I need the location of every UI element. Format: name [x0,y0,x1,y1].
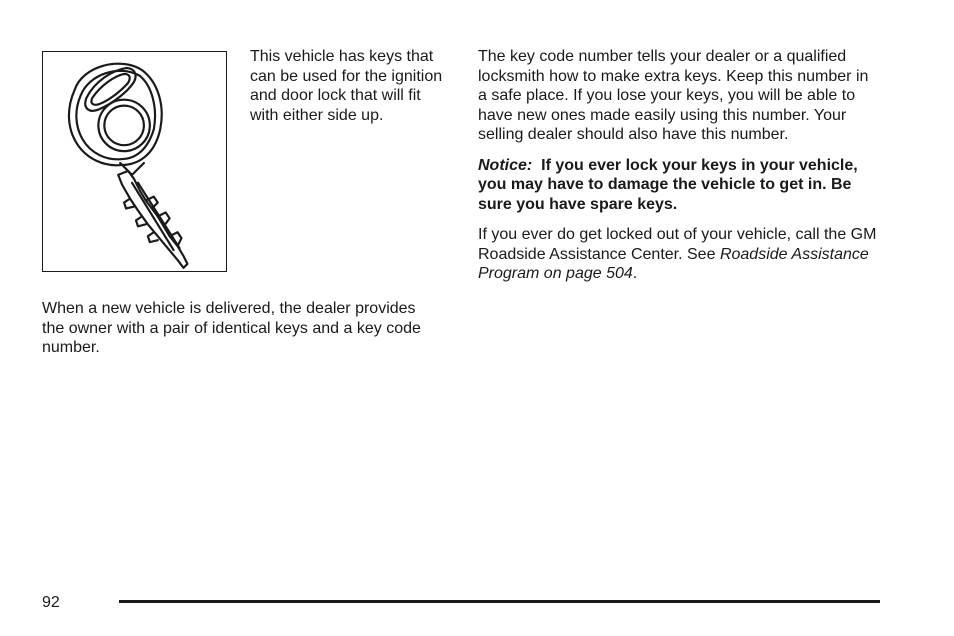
notice-text: If you ever lock your keys in your vehicle, you may have to damage the vehicle to get in. Be sure you have spare keys. [478,156,858,213]
vehicle-key-icon [43,52,226,271]
page-number: 92 [42,594,60,611]
locked-out-paragraph [478,225,878,284]
notice-paragraph [478,156,878,215]
locked-out-text: If you ever do get locked out of your vehicle, call the GM Roadside Assistance Center. See [478,226,877,263]
notice-label: Notice: [478,156,533,174]
key-illustration [42,51,227,272]
right-column [478,47,878,295]
figure-caption: This vehicle has keys that can be used for the ignition and door lock that will fit with either side up. [250,48,443,124]
key-code-paragraph: The key code number tells your dealer or a qualified locksmith how to make extra keys. Keep this number in a safe place. If you lose your keys, you will be able to have new ones made easily using this number. Your selling dealer should also have this number. [478,48,869,143]
footer-rule [119,600,880,603]
roadside-assistance-reference: Roadside Assistance Program on page 504 [478,245,869,282]
key-delivery-paragraph: When a new vehicle is delivered, the dealer provides the owner with a pair of identical keys and a key code number. [42,300,421,356]
locked-out-end: . [632,265,638,282]
